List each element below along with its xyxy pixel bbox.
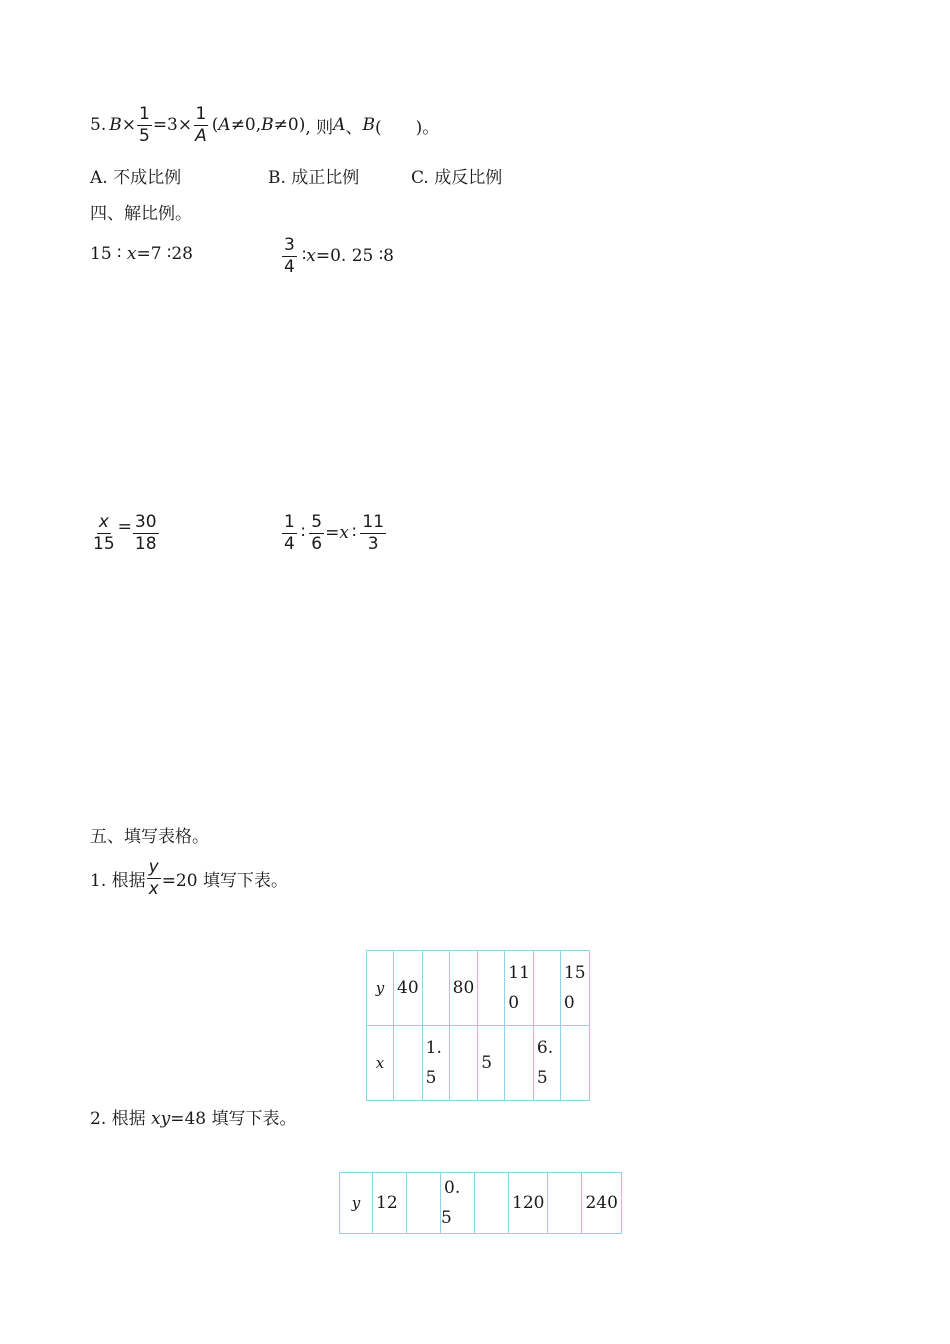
q1-suffix: =20 填写下表。 xyxy=(161,870,288,891)
q5-sep: 、 xyxy=(345,117,363,138)
table-2-y-cell[interactable] xyxy=(407,1173,441,1234)
eq4-denominator-2: 6 xyxy=(311,533,323,554)
table-1-x-cell[interactable] xyxy=(505,1026,534,1101)
table-1-y-value: 80 xyxy=(452,978,475,998)
eq4-x: x xyxy=(339,523,349,543)
eq1-left: 15 ∶ xyxy=(90,244,127,264)
table-1-y-cell xyxy=(449,951,478,1026)
table-2-y-cell xyxy=(373,1173,407,1234)
q2-suffix: =48 填写下表。 xyxy=(170,1109,297,1129)
q5-frac2-numerator: 1 xyxy=(195,103,207,124)
table-1-x-value: 6. xyxy=(536,1038,554,1058)
eq2-right: =0. 25 ∶8 xyxy=(315,246,395,266)
table-1-x-cell xyxy=(478,1026,505,1101)
table-2-y-label: y xyxy=(340,1173,373,1234)
table-2-y-cell xyxy=(509,1173,548,1234)
table-2-y-value: 120 xyxy=(512,1193,545,1213)
table-2-y-value: 12 xyxy=(376,1193,398,1213)
section-4-title: 四、解比例。 xyxy=(90,204,192,224)
table-1-y-cell xyxy=(560,951,589,1026)
eq4-denominator-1: 4 xyxy=(284,533,295,554)
eq2-fraction xyxy=(282,234,297,277)
table-1-y-cell xyxy=(505,951,534,1026)
proportion-eq-2 xyxy=(281,234,394,278)
table-1-x-value: 5 xyxy=(481,1053,493,1073)
q5-prefix: 5. xyxy=(90,115,107,135)
table-2-y-row xyxy=(340,1173,622,1234)
table-1-x-label: x xyxy=(367,1026,394,1101)
q2-xy: xy xyxy=(151,1109,171,1129)
table-1-y-value: 11 xyxy=(508,963,530,983)
table-2-y-cell xyxy=(441,1173,475,1234)
q5-frac1-numerator: 1 xyxy=(138,103,150,124)
q5-then-a: A xyxy=(333,115,346,135)
table-1-y-value: 15 xyxy=(563,963,586,983)
table-1-x-cell xyxy=(422,1026,449,1101)
table-2-y-value xyxy=(548,1193,554,1213)
q1-prefix: 1. 根据 xyxy=(90,870,146,891)
q2-prefix: 2. 根据 xyxy=(90,1109,152,1129)
table-1-x-cell xyxy=(533,1026,560,1101)
eq2-colon: ∶ xyxy=(301,246,307,266)
eq4-numerator-1: 1 xyxy=(284,511,295,532)
eq2-numerator: 3 xyxy=(284,234,295,255)
q5-option-b: B. 成正比例 xyxy=(268,168,360,188)
question-5 xyxy=(90,100,439,150)
table-1-y-value: 40 xyxy=(397,978,419,998)
eq2-denominator: 4 xyxy=(284,256,295,277)
table-2-y-value xyxy=(475,1193,481,1213)
q1-denominator-x: x xyxy=(148,878,159,899)
eq2-x: x xyxy=(306,246,316,266)
table-1-x-value: 1. xyxy=(425,1038,442,1058)
q5-cond-b: B xyxy=(261,115,274,135)
eq4-denominator-3: 3 xyxy=(367,533,379,554)
q5-fraction-one-fifth xyxy=(137,103,152,146)
table-1-y-cell[interactable] xyxy=(478,951,505,1026)
q5-equals-three: =3 xyxy=(152,115,178,135)
q5-var-b: B xyxy=(109,115,122,135)
table-2-y-value xyxy=(407,1193,413,1213)
table-1-y-cell[interactable] xyxy=(533,951,560,1026)
table-1-instruction xyxy=(90,856,288,900)
eq4-colon-2: ∶ xyxy=(351,523,357,543)
q5-cond-a: A xyxy=(218,115,231,135)
q5-option-c: C. 成反比例 xyxy=(411,168,503,188)
table-2-y-value: 0. 5 xyxy=(441,1178,461,1228)
eq3-numerator-x: x xyxy=(98,511,109,532)
table-1-x-cell[interactable] xyxy=(394,1026,423,1101)
table-1-y-cell xyxy=(394,951,423,1026)
q5-fraction-one-over-a xyxy=(193,103,209,146)
eq1-right: =7 ∶28 xyxy=(136,244,193,264)
proportion-eq-1 xyxy=(90,244,193,264)
table-1-y-row xyxy=(367,951,590,1026)
eq3-equals: = xyxy=(117,517,132,537)
table-1-y-value: 0 xyxy=(563,993,575,1013)
table-1 xyxy=(366,950,590,1101)
table-2-instruction xyxy=(90,1104,297,1129)
table-1-x-value: 5 xyxy=(536,1068,548,1088)
table-2-y-cell[interactable] xyxy=(475,1173,509,1234)
q5-option-a: A. 不成比例 xyxy=(90,168,182,188)
table-2-y-cell xyxy=(582,1173,621,1234)
eq3-fraction-left xyxy=(91,511,117,554)
section-5-title: 五、填写表格。 xyxy=(90,827,209,847)
q1-numerator-y: y xyxy=(148,856,159,877)
q1-fraction-y-over-x xyxy=(147,856,161,899)
eq4-fraction-1 xyxy=(282,511,297,554)
eq4-fraction-3 xyxy=(360,511,386,554)
table-1-x-cell[interactable] xyxy=(560,1026,589,1101)
eq4-fraction-2 xyxy=(309,511,324,554)
table-2-y-cell[interactable] xyxy=(548,1173,582,1234)
table-1-x-value: 5 xyxy=(425,1068,437,1088)
q5-times-2: × xyxy=(177,115,193,135)
q5-cond-open: ( xyxy=(211,115,219,135)
q5-then-b: B xyxy=(362,115,375,135)
q5-frac2-denominator: A xyxy=(195,125,207,146)
eq4-equals: = xyxy=(325,523,340,543)
q5-answer-blank: ( )。 xyxy=(374,117,440,138)
table-1-y-cell[interactable] xyxy=(422,951,449,1026)
eq3-denominator: 15 xyxy=(93,533,115,554)
q5-cond-neq0b: ≠0) xyxy=(273,115,306,135)
table-1-x-row xyxy=(367,1026,590,1101)
eq4-colon-1: ∶ xyxy=(300,523,306,543)
q5-frac1-denominator: 5 xyxy=(138,125,150,146)
eq3-fraction-right xyxy=(133,511,159,554)
eq4-numerator-3: 11 xyxy=(362,511,385,532)
proportion-eq-3 xyxy=(90,510,160,556)
q5-then: , 则 xyxy=(305,117,334,138)
table-2-y-value: 240 xyxy=(585,1193,618,1213)
table-1-x-cell[interactable] xyxy=(449,1026,478,1101)
eq3-denominator-2: 18 xyxy=(134,533,157,554)
table-1-y-value: 0 xyxy=(508,993,520,1013)
eq1-x: x xyxy=(126,244,137,264)
table-1-y-label: y xyxy=(367,951,394,1026)
proportion-eq-4 xyxy=(281,510,387,556)
q5-cond-neq0a: ≠0, xyxy=(230,115,262,135)
q5-times: × xyxy=(121,115,136,135)
table-2 xyxy=(339,1172,622,1234)
eq4-numerator-2: 5 xyxy=(311,511,323,532)
eq3-numerator-2: 30 xyxy=(134,511,157,532)
